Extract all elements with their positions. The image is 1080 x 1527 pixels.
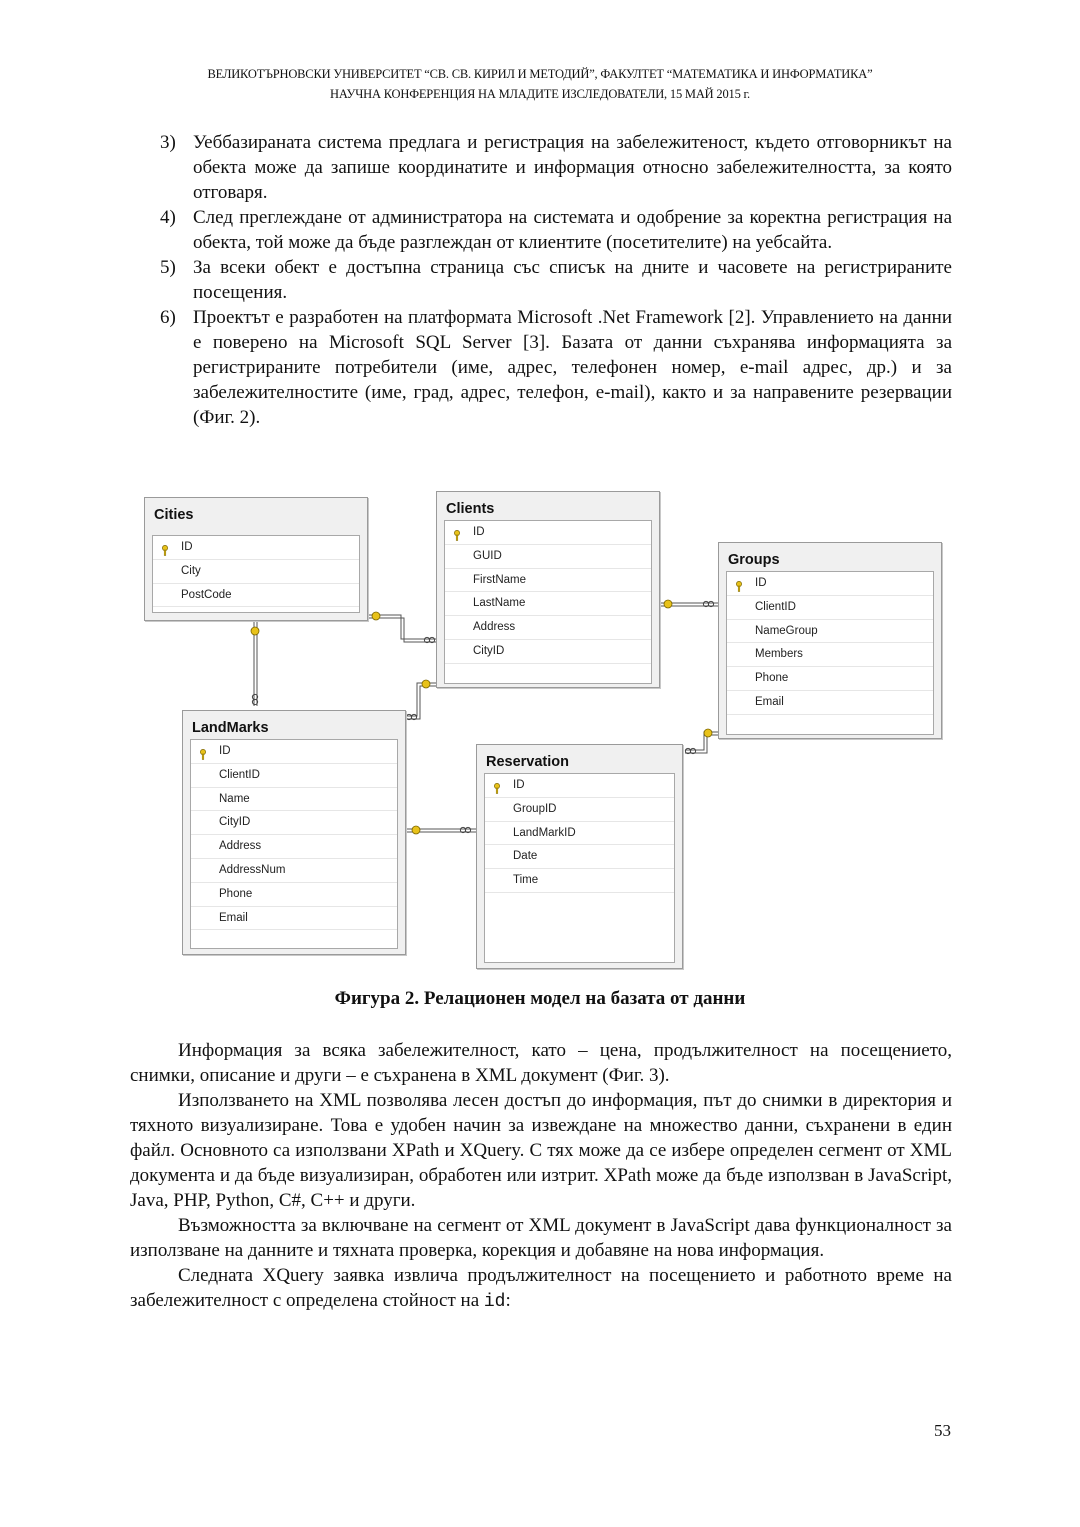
list-item — [160, 205, 952, 255]
primary-key-icon — [735, 578, 743, 588]
key-end-icon — [412, 826, 420, 834]
table-fields — [484, 773, 675, 963]
key-end-icon — [251, 627, 259, 635]
field-row: Email — [727, 691, 933, 715]
header-line-1: ВЕЛИКОТЪРНОВСКИ УНИВЕРСИТЕТ “СВ. СВ. КИРИЛ И МЕТОДИЙ”, ФАКУЛТЕТ “МАТЕМАТИКА И ИНФОРМАТИКА” — [207, 67, 873, 81]
table-reservation — [476, 744, 683, 969]
field-row: ID — [153, 536, 359, 560]
paragraph: Използването на XML позволява лесен достъп до информация, път до снимки в директория и тяхното визуализиране. Това е удобен начин за извеждане на множество данни, съхранени в един файл. Основното са използвани XPath и XQuery. С тях може да се избере определен сегмент от XML документа и да бъде визуализиран, обработен или изтрит. XPath може да бъде използван в JavaScript, Java, PHP, Python, C#, C++ и други. — [130, 1090, 952, 1211]
table-fields — [444, 520, 652, 684]
page-number: 53 — [934, 1421, 951, 1440]
field-row: CityID — [191, 811, 397, 835]
field-row: Name — [191, 788, 397, 812]
field-row: ID — [445, 521, 651, 545]
list-item — [160, 130, 952, 205]
field-row: Email — [191, 907, 397, 931]
list-item-number: 5) — [160, 257, 176, 278]
primary-key-icon — [161, 542, 169, 552]
table-groups — [718, 542, 942, 739]
header-line-2: НАУЧНА КОНФЕРЕНЦИЯ НА МЛАДИТЕ ИЗСЛЕДОВАТЕЛИ, 15 МАЙ 2015 г. — [330, 87, 750, 101]
table-fields — [152, 535, 360, 613]
table-clients — [436, 491, 660, 688]
field-row: ID — [191, 740, 397, 764]
list-item-text: Проектът е разработен на платформата Microsoft .Net Framework [2]. Управлението на данни е поверено на Microsoft SQL Server [3]. Базата от данни съхранява информацията за регистрираните потребители (име, адрес, телефонен номер, e-mail адрес, др.) и за забележителностите (име, град, адрес, телефон, e-mail), както и за направените резервации (Фиг. 2). — [193, 307, 952, 428]
er-diagram — [140, 488, 944, 973]
field-row: Address — [191, 835, 397, 859]
field-row: FirstName — [445, 569, 651, 593]
field-row: AddressNum — [191, 859, 397, 883]
field-row: LastName — [445, 592, 651, 616]
body-text — [130, 1038, 952, 1315]
table-title: Clients — [446, 501, 495, 517]
field-row: GroupID — [485, 798, 674, 822]
primary-key-icon — [493, 780, 501, 790]
field-row: Time — [485, 869, 674, 893]
list-item-text: Уеббазираната система предлага и регистрация на забележитеност, където отговорникът на обекта може да запише координатите и информация относно забележителността, за която отговаря. — [193, 132, 952, 203]
list-item — [160, 305, 952, 430]
key-end-icon — [664, 600, 672, 608]
table-cities — [144, 497, 368, 621]
field-row: LandMarkID — [485, 822, 674, 846]
numbered-list — [160, 130, 952, 430]
paragraph: Информация за всяка забележителност, като – цена, продължителност на посещението, снимки, описание и други – е съхранена в XML документ (Фиг. 3). — [130, 1040, 952, 1086]
paragraph: Следната XQuery заявка извлича продължителност на посещението и работното време на забележителност с определена стойност на id: — [130, 1265, 952, 1312]
field-row: NameGroup — [727, 620, 933, 644]
field-row: Phone — [191, 883, 397, 907]
field-row: Members — [727, 643, 933, 667]
field-row: Date — [485, 845, 674, 869]
figure-caption: Фигура 2. Релационен модел на базата от данни — [334, 988, 746, 1009]
field-row: GUID — [445, 545, 651, 569]
field-row: Phone — [727, 667, 933, 691]
key-end-icon — [704, 729, 712, 737]
field-row: PostCode — [153, 584, 359, 608]
inline-code: id — [483, 1292, 506, 1312]
list-item-number: 3) — [160, 132, 176, 153]
field-row: CityID — [445, 640, 651, 664]
primary-key-icon — [199, 746, 207, 756]
running-header — [0, 64, 1080, 104]
key-end-icon — [422, 680, 430, 688]
table-title: LandMarks — [192, 720, 269, 736]
list-item-number: 4) — [160, 207, 176, 228]
list-item — [160, 255, 952, 305]
table-title: Reservation — [486, 754, 570, 770]
field-row: ClientID — [191, 764, 397, 788]
paragraph: Възможността за включване на сегмент от XML документ в JavaScript дава функционалност за използване на данните и тяхната проверка, корекция и добавяне на нова информация. — [130, 1215, 952, 1261]
primary-key-icon — [453, 527, 461, 537]
key-end-icon — [372, 612, 380, 620]
field-row: City — [153, 560, 359, 584]
table-fields — [726, 571, 934, 735]
field-row: ClientID — [727, 596, 933, 620]
field-row: ID — [485, 774, 674, 798]
table-fields — [190, 739, 398, 949]
table-landmarks — [182, 710, 406, 955]
table-title: Groups — [728, 552, 780, 568]
list-item-number: 6) — [160, 307, 176, 328]
field-row: ID — [727, 572, 933, 596]
list-item-text: След преглеждане от администратора на системата и одобрение за коректна регистрация на обекта, той може да бъде разглеждан от клиентите (посетителите) на уебсайта. — [193, 207, 952, 253]
list-item-text: За всеки обект е достъпна страница със списък на дните и часовете на регистрираните посещения. — [193, 257, 952, 303]
field-row: Address — [445, 616, 651, 640]
table-title: Cities — [154, 507, 194, 523]
